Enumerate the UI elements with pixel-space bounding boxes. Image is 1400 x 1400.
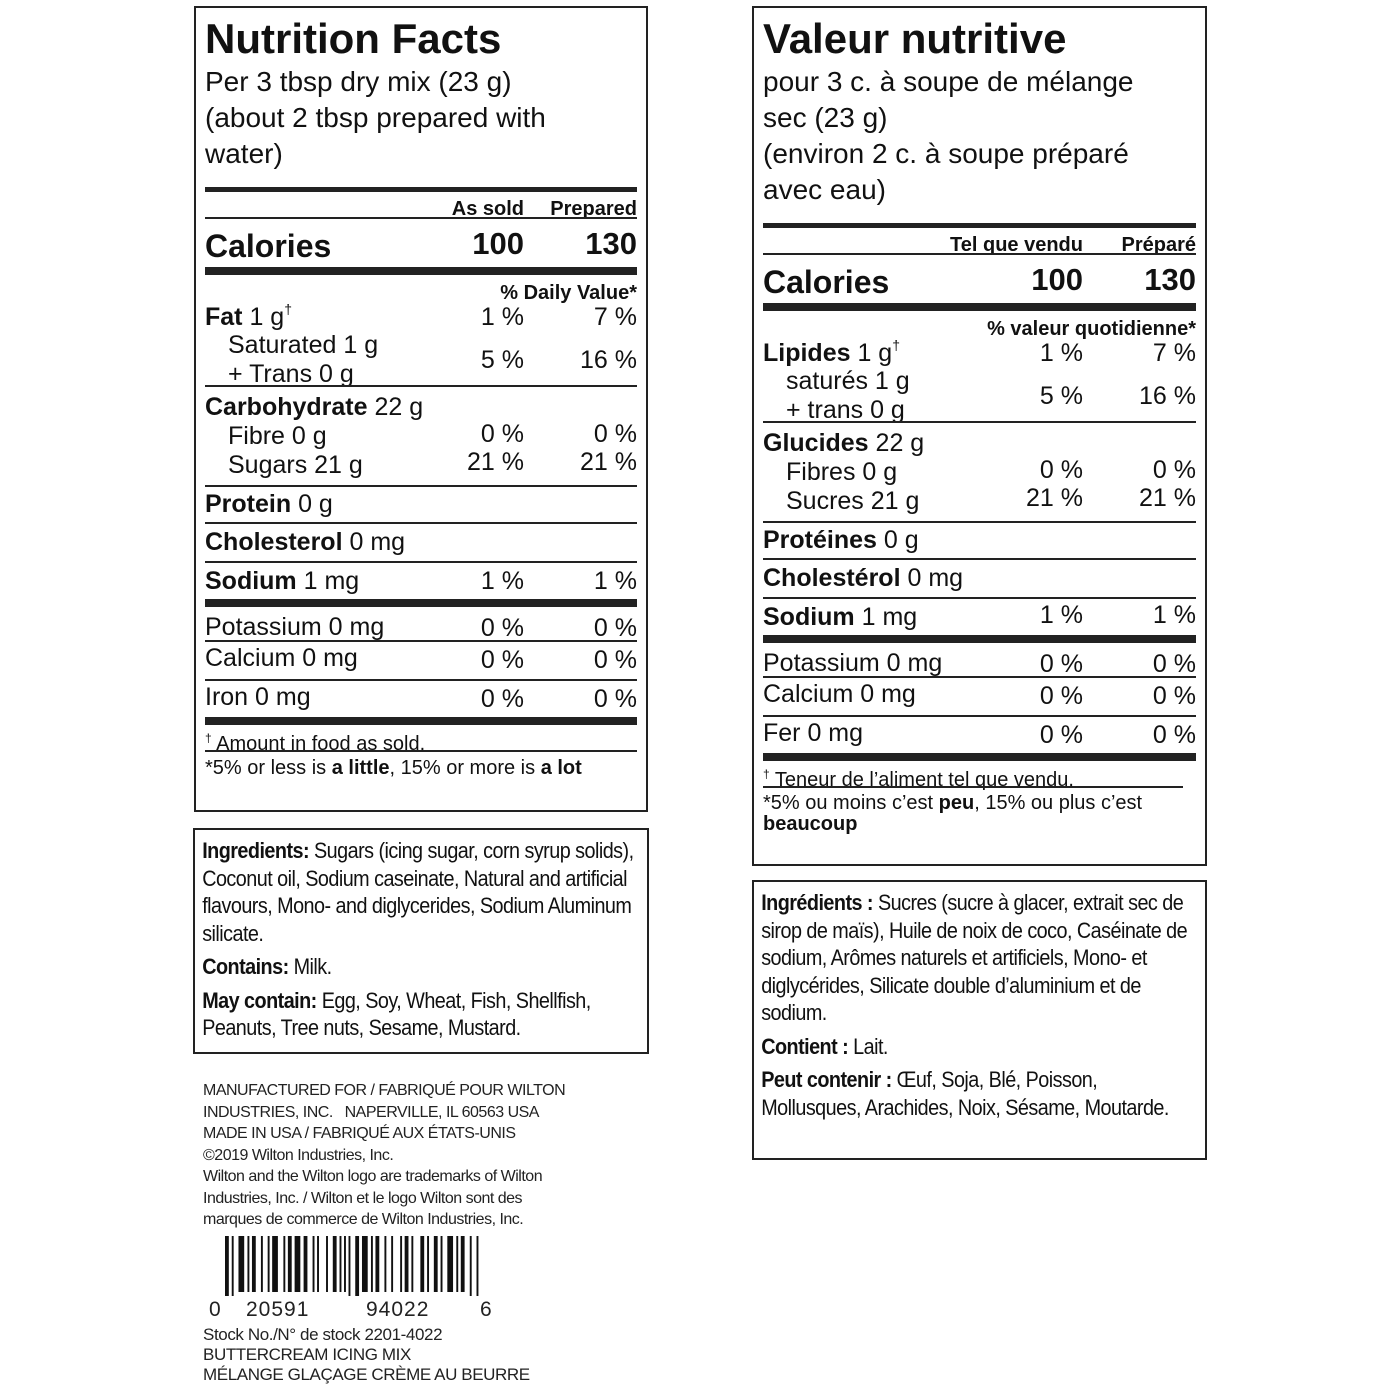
contains-list: Contient : Lait.: [761, 1033, 888, 1059]
ingredients-en: [193, 828, 649, 1054]
barcode-bar: [470, 1236, 472, 1296]
col-prepared: Préparé: [1121, 234, 1196, 256]
barcode-bar: [375, 1236, 379, 1292]
saturated-label: Saturated 1 g: [228, 331, 379, 359]
potassium-row: [763, 635, 1196, 676]
serving-size: pour 3 c. à soupe de mélange sec (23 g) (environ 2 c. à soupe préparé avec eau): [763, 66, 1134, 205]
barcode-bar: [427, 1236, 429, 1292]
potassium-v2: 0 %: [593, 614, 637, 642]
ingredients-text: [754, 882, 1206, 1121]
barcode-bar: [340, 1236, 342, 1292]
daily-value-note: *5% or less is a little, 15% or more is a lot: [205, 750, 637, 782]
barcode-bar: [384, 1236, 386, 1292]
may-contain-list: May contain: Egg, Soy, Wheat, Fish, Shellfish, Peanuts, Tree nuts, Sesame, Mustard.: [202, 987, 591, 1040]
barcode-bar: [371, 1236, 373, 1292]
trans-label: + trans 0 g: [786, 396, 905, 424]
col-prepared: Prepared: [550, 198, 637, 220]
calories-row: [205, 217, 637, 267]
barcode-bar: [247, 1236, 249, 1292]
potassium-v1: 0 %: [1039, 650, 1083, 678]
fibre-v1: 0 %: [1039, 456, 1083, 484]
fibre-label: Fibres 0 g: [786, 458, 898, 486]
footnote: † Amount in food as sold.: [205, 717, 637, 750]
iron-label: Iron 0 mg: [205, 683, 311, 711]
calcium-v2: 0 %: [1152, 682, 1196, 710]
barcode-bar: [434, 1236, 438, 1292]
daily-value-label: % valeur quotidienne*: [987, 318, 1196, 340]
iron-v2: 0 %: [1152, 721, 1196, 749]
sat-v2: 16 %: [1139, 382, 1196, 410]
manufacturer-info: MANUFACTURED FOR / FABRIQUÉ POUR WILTON INDUSTRIES, INC. NAPERVILLE, IL 60563 USA MADE IN USA / FABRIQUÉ AUX ÉTATS-UNIS ©2019 Wilton Industries, Inc. Wilton and the Wilton logo are trademarks of Wilton Industries, Inc. / Wilton et le logo Wilton sont des marques de commerce de Wilton Industries, Inc.: [203, 1082, 566, 1228]
barcode-digit-check: 6: [480, 1298, 493, 1321]
calories-label: Calories: [763, 264, 890, 300]
iron-v1: 0 %: [1039, 721, 1083, 749]
sugars-v2: 21 %: [1139, 484, 1196, 512]
barcode-digit-first: 0: [209, 1298, 222, 1321]
barcode-digits-right: 94022: [366, 1298, 430, 1321]
potassium-v2: 0 %: [1152, 650, 1196, 678]
protein-label: Protein 0 g: [205, 490, 333, 518]
calcium-row: [205, 640, 637, 679]
barcode-bar: [477, 1236, 479, 1296]
cholesterol-label: Cholesterol 0 mg: [205, 528, 406, 556]
carb-label: Glucides 22 g: [763, 429, 925, 457]
sodium-v1: 1 %: [1039, 601, 1083, 629]
barcode-bar: [391, 1236, 393, 1292]
sugars-v2: 21 %: [580, 448, 637, 476]
daily-value-header: [205, 267, 637, 303]
sugars-v1: 21 %: [1026, 484, 1083, 512]
barcode-bar: [304, 1236, 308, 1292]
carb-label: Carbohydrate 22 g: [205, 393, 424, 421]
barcode-bar: [355, 1236, 359, 1296]
column-headers: [763, 223, 1196, 256]
sugars-v1: 21 %: [467, 448, 524, 476]
ingredients-list: Ingredients: Sugars (icing sugar, corn syrup solids), Coconut oil, Sodium caseinate, Natural and artificial flavours, Mono- and diglycerides, Sodium Aluminum silicate.: [202, 838, 634, 946]
barcode-bar: [349, 1236, 351, 1296]
barcode-bar: [313, 1236, 315, 1292]
barcode-bar: [411, 1236, 413, 1292]
sugars-label: Sucres 21 g: [786, 487, 920, 515]
fibre-v2: 0 %: [593, 420, 637, 448]
carb-row: [763, 421, 1196, 521]
barcode-bar: [317, 1236, 319, 1292]
potassium-label: Potassium 0 mg: [763, 649, 943, 677]
ingredients-list: Ingrédients : Sucres (sucre à glacer, extrait sec de sirop de maïs), Huile de noix de coco, Caséinate de sodium, Arômes naturels et artificiels, Mono- et diglycérides, Silicate double d’aluminium et de sodium.: [761, 890, 1188, 1025]
fibre-label: Fibre 0 g: [228, 422, 327, 450]
iron-row: [205, 679, 637, 717]
sodium-v2: 1 %: [593, 567, 637, 595]
barcode-bar: [441, 1236, 443, 1292]
barcode-bar: [288, 1236, 292, 1292]
iron-label: Fer 0 mg: [763, 719, 864, 747]
serving-size: Per 3 tbsp dry mix (23 g) (about 2 tbsp prepared with water): [205, 66, 546, 169]
barcode-bar: [326, 1236, 328, 1292]
saturated-label: saturés 1 g: [786, 367, 910, 395]
barcode-bar: [272, 1236, 278, 1292]
cholesterol-row: [205, 522, 637, 561]
barcode-bar: [225, 1236, 229, 1296]
sodium-row: [763, 597, 1196, 635]
calcium-v1: 0 %: [1039, 682, 1083, 710]
barcode-bar: [405, 1236, 409, 1292]
sat-v1: 5 %: [1039, 382, 1083, 410]
barcode-bar: [362, 1236, 368, 1292]
barcode-bar: [400, 1236, 402, 1292]
barcode-bar: [447, 1236, 453, 1292]
iron-row: [763, 715, 1196, 753]
calcium-label: Calcium 0 mg: [205, 644, 358, 672]
calcium-label: Calcium 0 mg: [763, 680, 916, 708]
barcode-bar: [238, 1236, 244, 1292]
nutrition-title: Nutrition Facts: [205, 15, 502, 62]
stock-info: Stock No./N° de stock 2201-4022 BUTTERCREAM ICING MIX MÉLANGE GLAÇAGE CRÈME AU BEURRE: [203, 1325, 530, 1384]
calcium-v1: 0 %: [480, 646, 524, 674]
barcode-bar: [295, 1236, 301, 1292]
barcode-bar: [344, 1236, 346, 1292]
barcode-bar: [261, 1236, 263, 1292]
cholesterol-row: [763, 558, 1196, 597]
fat-label: Fat 1 g†: [205, 301, 292, 331]
calories-prepared: 130: [585, 226, 637, 261]
footnote: † Teneur de l’aliment tel que vendu.: [763, 753, 1196, 786]
sodium-label: Sodium 1 mg: [763, 603, 918, 631]
barcode-digits-left: 20591: [246, 1298, 310, 1321]
fibre-v1: 0 %: [480, 420, 524, 448]
protein-row: [763, 521, 1196, 558]
nutrition-facts-en: [194, 6, 648, 812]
iron-v1: 0 %: [480, 685, 524, 713]
potassium-label: Potassium 0 mg: [205, 613, 385, 641]
barcode-icon: [225, 1236, 481, 1296]
sat-v1: 5 %: [480, 346, 524, 374]
col-as-sold: As sold: [451, 198, 524, 220]
fat-v1: 1 %: [480, 303, 524, 331]
iron-v2: 0 %: [593, 685, 637, 713]
calories-prepared: 130: [1144, 262, 1196, 297]
barcode-bar: [252, 1236, 256, 1292]
nutrition-title: Valeur nutritive: [763, 15, 1067, 62]
sugars-label: Sugars 21 g: [228, 451, 363, 479]
sodium-label: Sodium 1 mg: [205, 567, 360, 595]
barcode-bar: [283, 1236, 285, 1292]
daily-value-note: *5% ou moins c’est peu, 15% ou plus c’est beaucoup: [763, 786, 1183, 834]
barcode-bar: [461, 1236, 465, 1292]
calcium-v2: 0 %: [593, 646, 637, 674]
calcium-row: [763, 676, 1196, 715]
carb-row: [205, 385, 637, 485]
sodium-v1: 1 %: [480, 567, 524, 595]
fat-row: [763, 337, 1196, 424]
barcode-bar: [333, 1236, 337, 1292]
calories-row: [763, 253, 1196, 303]
protein-label: Protéines 0 g: [763, 526, 919, 554]
barcode-bar: [420, 1236, 424, 1292]
col-as-sold: Tel que vendu: [950, 234, 1083, 256]
may-contain-list: Peut contenir : Œuf, Soja, Blé, Poisson, Mollusques, Arachides, Noix, Sésame, Moutarde.: [761, 1067, 1169, 1120]
barcode-bar: [456, 1236, 458, 1292]
sat-v2: 16 %: [580, 346, 637, 374]
fat-v2: 7 %: [593, 303, 637, 331]
trans-label: + Trans 0 g: [228, 360, 354, 388]
column-headers: [205, 187, 637, 220]
calories-sold: 100: [1031, 262, 1083, 297]
fat-v2: 7 %: [1152, 339, 1196, 367]
sodium-row: [205, 561, 637, 599]
calories-sold: 100: [472, 226, 524, 261]
potassium-row: [205, 599, 637, 640]
nutrition-facts-fr: [752, 6, 1207, 866]
protein-row: [205, 485, 637, 522]
fat-v1: 1 %: [1039, 339, 1083, 367]
fibre-v2: 0 %: [1152, 456, 1196, 484]
ingredients-text: [195, 830, 647, 1042]
potassium-v1: 0 %: [480, 614, 524, 642]
sodium-v2: 1 %: [1152, 601, 1196, 629]
barcode-bar: [268, 1236, 270, 1292]
daily-value-label: % Daily Value*: [500, 282, 637, 304]
ingredients-fr: [752, 880, 1207, 1160]
fat-label: Lipides 1 g†: [763, 337, 901, 367]
cholesterol-label: Cholestérol 0 mg: [763, 564, 964, 592]
calories-label: Calories: [205, 228, 332, 264]
contains-list: Contains: Milk.: [202, 954, 332, 979]
fat-row: [205, 301, 637, 388]
daily-value-header: [763, 303, 1196, 339]
barcode-bar: [232, 1236, 234, 1296]
